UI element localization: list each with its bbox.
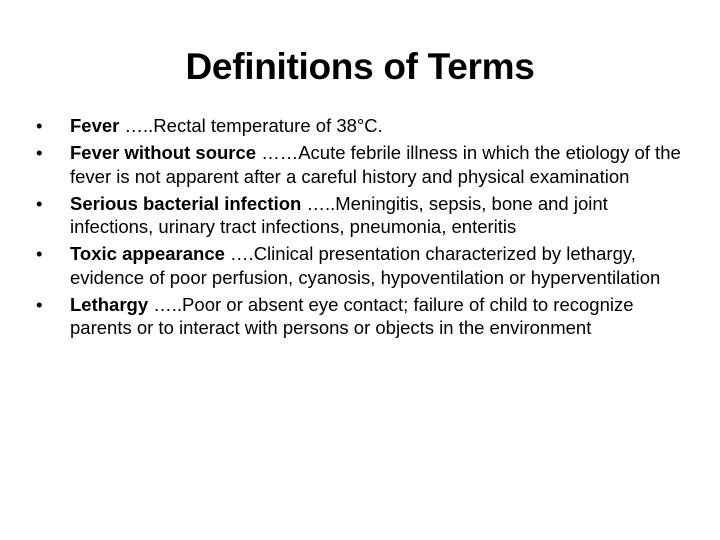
term-definition: …..Rectal temperature of 38°C. (119, 115, 383, 136)
list-item (36, 192, 696, 239)
definitions-list (36, 114, 696, 344)
page-title: Definitions of Terms (185, 46, 535, 87)
list-item (36, 114, 696, 137)
term-label: Fever without source (70, 142, 257, 164)
bullet-icon: • (36, 243, 43, 265)
list-item (36, 141, 696, 188)
list-item (36, 293, 696, 340)
bullet-icon: • (36, 142, 43, 164)
bullet-icon: • (36, 115, 43, 136)
term-label: Serious bacterial infection (70, 192, 302, 214)
term-definition: ….Clinical presentation characterized by lethargy, evidence of poor perfusion, cyanosis, hypoventilation or hyperventilation (70, 243, 661, 288)
list-item (36, 242, 696, 289)
term-label: Lethargy (70, 294, 149, 316)
bullet-icon: • (36, 192, 43, 214)
term-definition: …..Meningitis, sepsis, bone and joint infections, urinary tract infections, pneumonia, enteritis (70, 192, 608, 238)
term-label: Toxic appearance (70, 243, 225, 265)
term-label: Fever (70, 115, 120, 136)
term-definition: ……Acute febrile illness in which the etiology of the fever is not apparent after a careful history and physical examination (70, 142, 681, 187)
bullet-icon: • (36, 294, 43, 316)
term-definition: …..Poor or absent eye contact; failure of child to recognize parents or to interact with persons or objects in the environment (70, 294, 634, 339)
